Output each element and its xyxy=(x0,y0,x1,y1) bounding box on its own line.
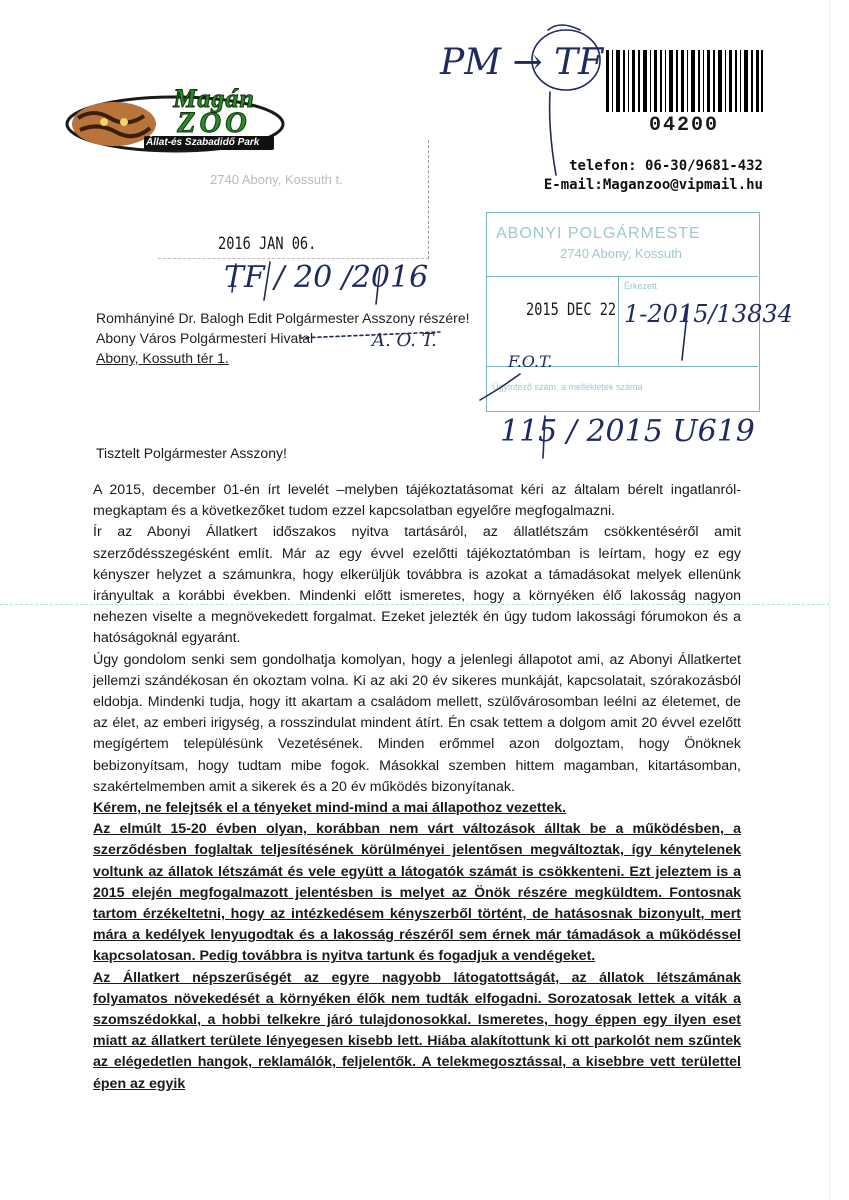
emphasized-paragraph: Az Állatkert népszerűségét az egyre nagyobb látogatottságát, az állatok létszámának folyamatos növekedését a környéken élők nem tudták elfogadni. Sorozatosak lettek a viták a szomszédokkal, a hobbi telkekre járó tulajdonosokkal. Ismeretes, hogy éppen egy ilyen eset miatt az állatkert területe lényegesen kisebb lett. Hiába alakítottunk ki ott parkolót nem szűntek az elégedetlen hangok, reklamálók, feljelentők. A telekmegosztással, a kisebbre vett területtel épen az egyik xyxy=(93,969,741,1092)
addressee-address: Abony, Kossuth tér 1. xyxy=(96,350,229,366)
stamp-divider xyxy=(618,276,619,366)
handwritten-document-number: 115 / 2015 U619 xyxy=(500,414,755,449)
addressee-name: Romhányiné Dr. Balogh Edit Polgármester Asszony részére! xyxy=(96,310,470,326)
emphasized-paragraph: Az elmúlt 15-20 évben olyan, korábban nem várt változások álltak be a működésben, a szerződésben foglaltak teljesítésének körülményei jelentősen megváltoztak, így kénytelenek voltunk az állatok létszámát és vele együtt a látogatók számát is csökkenteni. Ezt jeleztem is a 2015 elején megfogalmazott jelentésben is melyet az Önök részére megküldtem. Fontosnak tartom érzékeltetni, hogy az intézkedésem kényszerből történt, de hatásosnak bizonyult, mert mára a kedélyek lenyugodtak és a lakosság részéről sem érnek már támadások a működéssel kapcsolatosan. Pedig továbbra is nyitva tartunk és fogadjuk a vendégeket. xyxy=(93,821,741,965)
logo-title-line1: Magán xyxy=(173,84,255,113)
registration-stamp-label-assignee: Ügyintéző szám, a mellékletek száma xyxy=(492,382,643,392)
body-paragraph: A 2015, december 01-én írt levelét –melyben tájékoztatásomat kéri az általam bérelt ingatlanról-megkaptam és a következőket tudom ezzel kapcsolatban egyelőre megfogalmazni. xyxy=(93,482,741,520)
handwritten-reference-left: TF / 20 /2016 xyxy=(224,260,429,295)
barcode xyxy=(604,50,764,170)
barcode-number: 04200 xyxy=(648,114,719,137)
handwritten-routing-note: PM → TF xyxy=(440,42,604,83)
handwritten-initials-1: A. O. T. xyxy=(372,330,437,351)
logo-tagline: Állat-és Szabadidő Park xyxy=(146,137,260,148)
salutation: Tisztelt Polgármester Asszony! xyxy=(96,445,287,461)
body-paragraph: Ír az Abonyi Állatkert időszakos nyitva tartásáról, az állatlétszám csökkentéséről amit szerződésszegésként említ. Már az egy évvel ezelőtti tájékoztatómban is leírtam, hogy ez egy kényszer helyzet a számunkra, hogy elkerüljük továbbra is azokat a támadásokat melyek ellenünk irányultak a korábbi években. Mindenki előtt ismeretes, hogy a környéken élő lakosság nagyon nehezen viselte a megnövekedett forgalmat. Ezeket jelezték én úgy tudom lakossági fórumokon és a hatóságoknál egyaránt. xyxy=(93,524,741,647)
received-stamp-left-faded-text: 2740 Abony, Kossuth t. xyxy=(210,172,343,187)
registration-stamp-title: ABONYI POLGÁRMESTE xyxy=(496,225,701,242)
scan-edge-line xyxy=(829,0,830,1200)
emphasized-paragraph: Kérem, ne felejtsék el a tényeket mind-mind a mai állapothoz vezettek. xyxy=(93,800,567,817)
handwritten-reference-right: 1-2015/13834 xyxy=(624,300,793,328)
contact-email: E-mail:Maganzoo@vipmail.hu xyxy=(543,177,763,193)
contact-phone: telefon: 06-30/9681-432 xyxy=(569,158,763,174)
handwritten-initials-2: F.O.T. xyxy=(508,352,553,371)
registration-stamp-city: 2740 Abony, Kossuth xyxy=(560,246,682,261)
registration-stamp-label-received: Érkezett xyxy=(624,281,658,291)
body-paragraph: Úgy gondolom senki sem gondolhatja komolyan, hogy a jelenlegi állapotot ami, az Abonyi Állatkertet jellemzi szándékosan én okoztam volna. Ki az aki 20 év sikeres munkáját, kapcsolatait, szórakozásból eldobja. Mindenki tudja, hogy itt akartam a családom mellett, szülővárosomban leélni az életemet, de az élet, az emberi irigység, a rosszindulat mindent átírt. Én csak tettem a dolgom amit 20 évvel ezelőtt megígértem településünk Vezetésének. Minden erőmmel azon dolgoztam, hogy Önöknek bebizonyítsam, hogy tudtam mibe fogok. Másokkal szemben hittem magamban, kitartásomban, szakértelmemben amit a sikerek és a 20 év működés bizonyítanak. xyxy=(93,651,741,795)
registration-stamp-date: 2015 DEC 22 xyxy=(526,300,617,320)
stamp-divider xyxy=(486,276,758,277)
received-stamp-left-date: 2016 JAN 06. xyxy=(218,234,317,254)
letter-body xyxy=(93,480,741,1095)
addressee-office: Abony Város Polgármesteri Hivatal xyxy=(96,330,314,346)
barcode-bars xyxy=(604,50,764,112)
logo-title-line2: ZOO xyxy=(177,106,251,139)
